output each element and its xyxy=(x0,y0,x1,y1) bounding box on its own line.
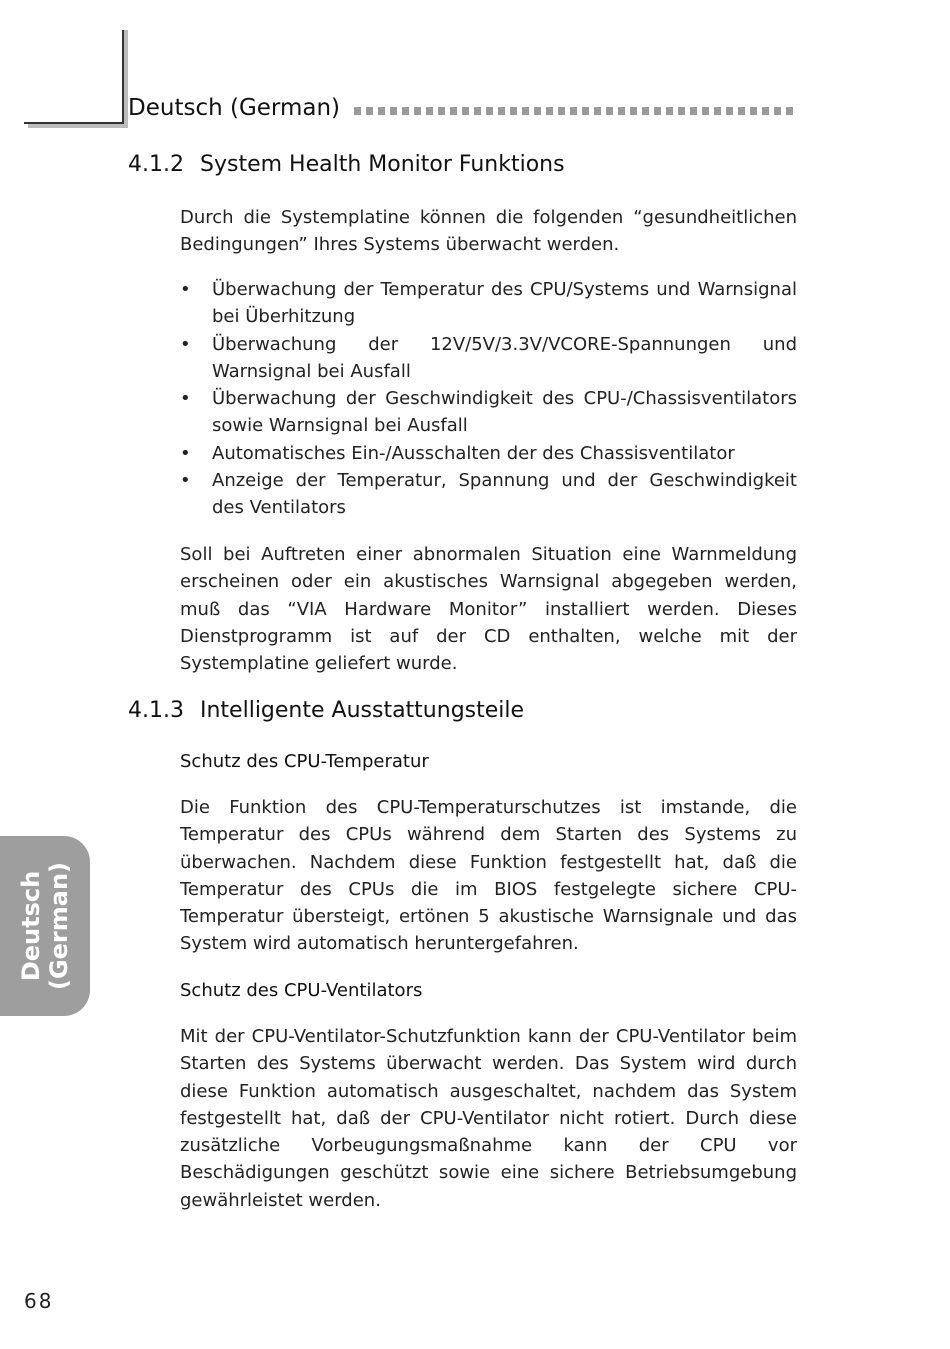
section-heading-412 xyxy=(128,152,565,177)
section-number: 4.1.2 xyxy=(128,152,184,177)
list-item xyxy=(180,331,797,386)
list-item xyxy=(180,276,797,331)
list-item-text: Überwachung der Geschwindigkeit des CPU-/Chassisventilators sowie Warnsignal bei Ausfall xyxy=(212,388,797,437)
page-number: 68 xyxy=(24,1289,54,1313)
intro-paragraph: Durch die Systemplatine können die folgenden “gesundheitlichen Bedingungen” Ihres Systems überwacht werden. xyxy=(180,207,797,256)
subheading-cpu-fan: Schutz des CPU-Ventilators xyxy=(180,980,423,1001)
bullet-icon: • xyxy=(180,333,191,355)
outro-paragraph: Soll bei Auftreten einer abnormalen Situation eine Warnmeldung erscheinen oder ein akustisches Warnsignal abgegeben werden, muß das “VIA Hardware Monitor” installiert werden. Dieses Dienstprogramm ist auf der CD enthalten, welche mit der Systemplatine geliefert wurde. xyxy=(180,544,797,675)
cpu-fan-paragraph: Mit der CPU-Ventilator-Schutzfunktion kann der CPU-Ventilator beim Starten des Systems überwacht werden. Das System wird durch diese Funktion automatisch ausgeschaltet, nachdem das System festgestellt hat, daß der CPU-Ventilator nicht rotiert. Durch diese zusätzliche Vorbeugungsmaßnahme kann der CPU vor Beschädigungen geschützt sowie eine sichere Betriebsumgebung gewährleistet werden. xyxy=(180,1026,797,1211)
section-heading-413 xyxy=(128,698,524,723)
corner-crop-mark xyxy=(24,30,106,128)
list-item-text: Automatisches Ein-/Ausschalten der des Chassisventilator xyxy=(212,442,735,464)
bullet-icon: • xyxy=(180,442,191,464)
bullet-icon: • xyxy=(180,470,191,492)
list-item-text: Anzeige der Temperatur, Spannung und der Geschwindigkeit des Ventilators xyxy=(212,470,797,519)
section-title: Intelligente Ausstattungsteile xyxy=(200,698,525,723)
side-tab-line-2: (German) xyxy=(45,861,73,991)
list-item-text: Überwachung der Temperatur des CPU/Systems und Warnsignal bei Überhitzung xyxy=(212,279,797,328)
header-dotted-rule xyxy=(354,107,798,115)
list-item xyxy=(180,440,797,467)
page-header xyxy=(128,90,798,126)
list-item-text: Überwachung der 12V/5V/3.3V/VCORE-Spannungen und Warnsignal bei Ausfall xyxy=(212,333,797,382)
section-title: System Health Monitor Funktions xyxy=(200,152,565,177)
subheading-cpu-temperature: Schutz des CPU-Temperatur xyxy=(180,751,429,772)
cpu-temperature-paragraph: Die Funktion des CPU-Temperaturschutzes ist imstande, die Temperatur des CPUs während dem Starten des Systems zu überwachen. Nachdem diese Funktion festgestellt hat, daß die Temperatur des CPUs die im BIOS festgelegte sichere CPU-Temperatur übersteigt, ertönen 5 akustische Warnsignale und das System wird automatisch heruntergefahren. xyxy=(180,797,797,955)
header-title: Deutsch (German) xyxy=(128,95,341,121)
list-item xyxy=(180,467,797,522)
feature-list xyxy=(180,276,797,522)
bullet-icon: • xyxy=(180,388,191,410)
list-item xyxy=(180,385,797,440)
bullet-icon: • xyxy=(180,279,191,300)
side-tab-line-1: Deutsch xyxy=(17,870,45,982)
language-side-tab xyxy=(0,836,90,1016)
section-number: 4.1.3 xyxy=(128,698,184,723)
